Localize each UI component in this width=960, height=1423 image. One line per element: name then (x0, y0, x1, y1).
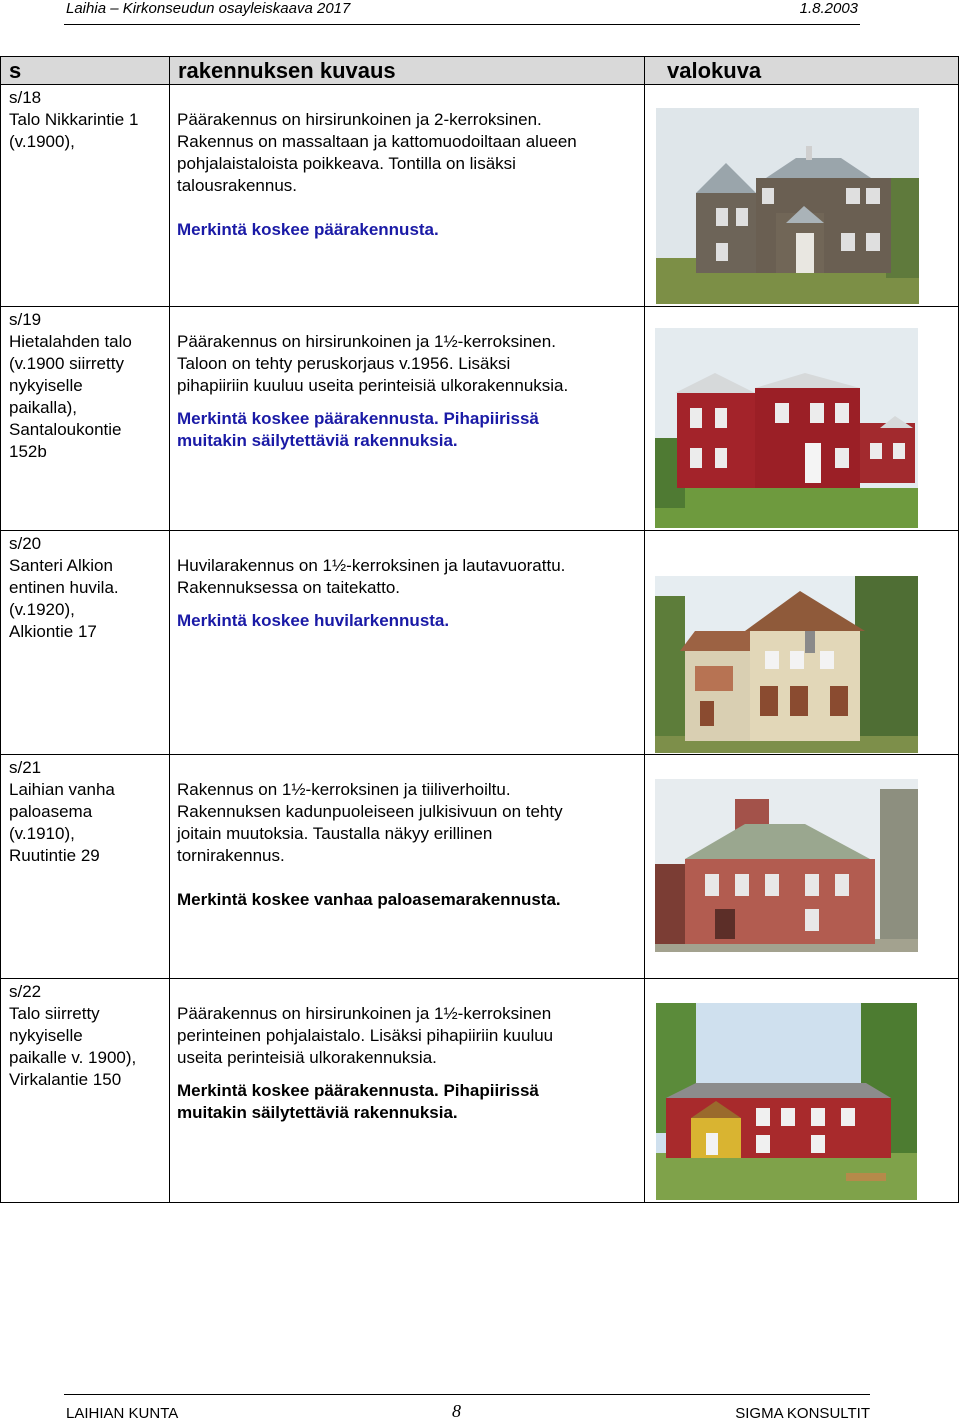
photo-cell (645, 531, 959, 755)
designation-note: Merkintä koskee päärakennusta. Pihapiirissä (177, 409, 539, 428)
description-cell (170, 755, 645, 979)
description-line: Taloon on tehty peruskorjaus v.1956. Lisäksi (177, 354, 511, 373)
description-line: joitain muutoksia. Taustalla näkyy erillinen (177, 824, 493, 843)
code-cell (1, 531, 170, 755)
table-row (1, 979, 959, 1203)
description-line: Rakennuksen kadunpuoleiseen julkisivuun on tehty (177, 802, 563, 821)
footer-organization: LAIHIAN KUNTA (66, 1405, 179, 1422)
header-date: 1.8.2003 (799, 0, 858, 17)
building-address: Santeri Alkion entinen huvila. (v.1920), Alkiontie 17 (9, 556, 119, 641)
description-line: pihapiiriin kuuluu useita perinteisiä ulkorakennuksia. (177, 376, 569, 395)
table-row (1, 531, 959, 755)
building-address: Talo Nikkarintie 1 (v.1900), (9, 110, 139, 151)
designation-note: Merkintä koskee päärakennusta. (177, 220, 439, 239)
footer-consultant: SIGMA KONSULTIT (735, 1405, 870, 1422)
designation-note: Merkintä koskee huvilarkennusta. (177, 611, 450, 630)
photo-cell (645, 979, 959, 1203)
table-row (1, 85, 959, 307)
page-footer (64, 1394, 870, 1423)
description-cell (170, 979, 645, 1203)
building-photo (656, 1003, 917, 1200)
description-line: Rakennus on massaltaan ja kattomuodoiltaan alueen (177, 132, 577, 151)
description-line: tornirakennus. (177, 846, 285, 865)
description-cell (170, 531, 645, 755)
photo-cell (645, 307, 959, 531)
code-cell (1, 755, 170, 979)
code-cell (1, 979, 170, 1203)
building-inventory-table (0, 56, 959, 1203)
page-number: 8 (452, 1401, 461, 1421)
description-line: perinteinen pohjalaistalo. Lisäksi pihapiiriin kuuluu (177, 1026, 554, 1045)
column-header-photo: valokuva (645, 57, 959, 85)
building-code: s/19 (9, 310, 42, 329)
building-photo (655, 328, 918, 528)
building-address: Hietalahden talo (v.1900 siirretty nykyiselle paikalla), Santaloukontie 152b (9, 332, 132, 461)
description-line: talousrakennus. (177, 176, 298, 195)
building-photo (656, 108, 919, 304)
building-code: s/22 (9, 982, 42, 1001)
building-photo (655, 576, 918, 753)
description-line: useita perinteisiä ulkorakennuksia. (177, 1048, 437, 1067)
building-address: Laihian vanha paloasema (v.1910), Ruutintie 29 (9, 780, 115, 865)
table-header-row (1, 57, 959, 85)
photo-cell (645, 85, 959, 307)
designation-note: muitakin säilytettäviä rakennuksia. (177, 1103, 458, 1122)
description-line: Päärakennus on hirsirunkoinen ja 1½-kerroksinen (177, 1004, 552, 1023)
code-cell (1, 85, 170, 307)
description-line: Rakennuksessa on taitekatto. (177, 578, 401, 597)
designation-note: Merkintä koskee vanhaa paloasemarakennusta. (177, 890, 561, 909)
description-line: Rakennus on 1½-kerroksinen ja tiiliverhoiltu. (177, 780, 511, 799)
column-header-code: s (1, 57, 170, 85)
code-cell (1, 307, 170, 531)
photo-cell (645, 755, 959, 979)
description-line: Päärakennus on hirsirunkoinen ja 2-kerroksinen. (177, 110, 542, 129)
header-title: Laihia – Kirkonseudun osayleiskaava 2017 (66, 0, 351, 17)
description-line: pohjalaistaloista poikkeava. Tontilla on lisäksi (177, 154, 516, 173)
building-code: s/21 (9, 758, 42, 777)
building-code: s/20 (9, 534, 42, 553)
table-row (1, 307, 959, 531)
designation-note: muitakin säilytettäviä rakennuksia. (177, 431, 458, 450)
description-line: Huvilarakennus on 1½-kerroksinen ja lautavuorattu. (177, 556, 566, 575)
description-cell (170, 85, 645, 307)
description-line: Päärakennus on hirsirunkoinen ja 1½-kerroksinen. (177, 332, 556, 351)
designation-note: Merkintä koskee päärakennusta. Pihapiirissä (177, 1081, 539, 1100)
description-cell (170, 307, 645, 531)
page-header (64, 0, 860, 25)
building-code: s/18 (9, 88, 42, 107)
column-header-description: rakennuksen kuvaus (170, 57, 645, 85)
table-row (1, 755, 959, 979)
building-photo (655, 779, 918, 952)
building-address: Talo siirretty nykyiselle paikalle v. 1900), Virkalantie 150 (9, 1004, 137, 1089)
